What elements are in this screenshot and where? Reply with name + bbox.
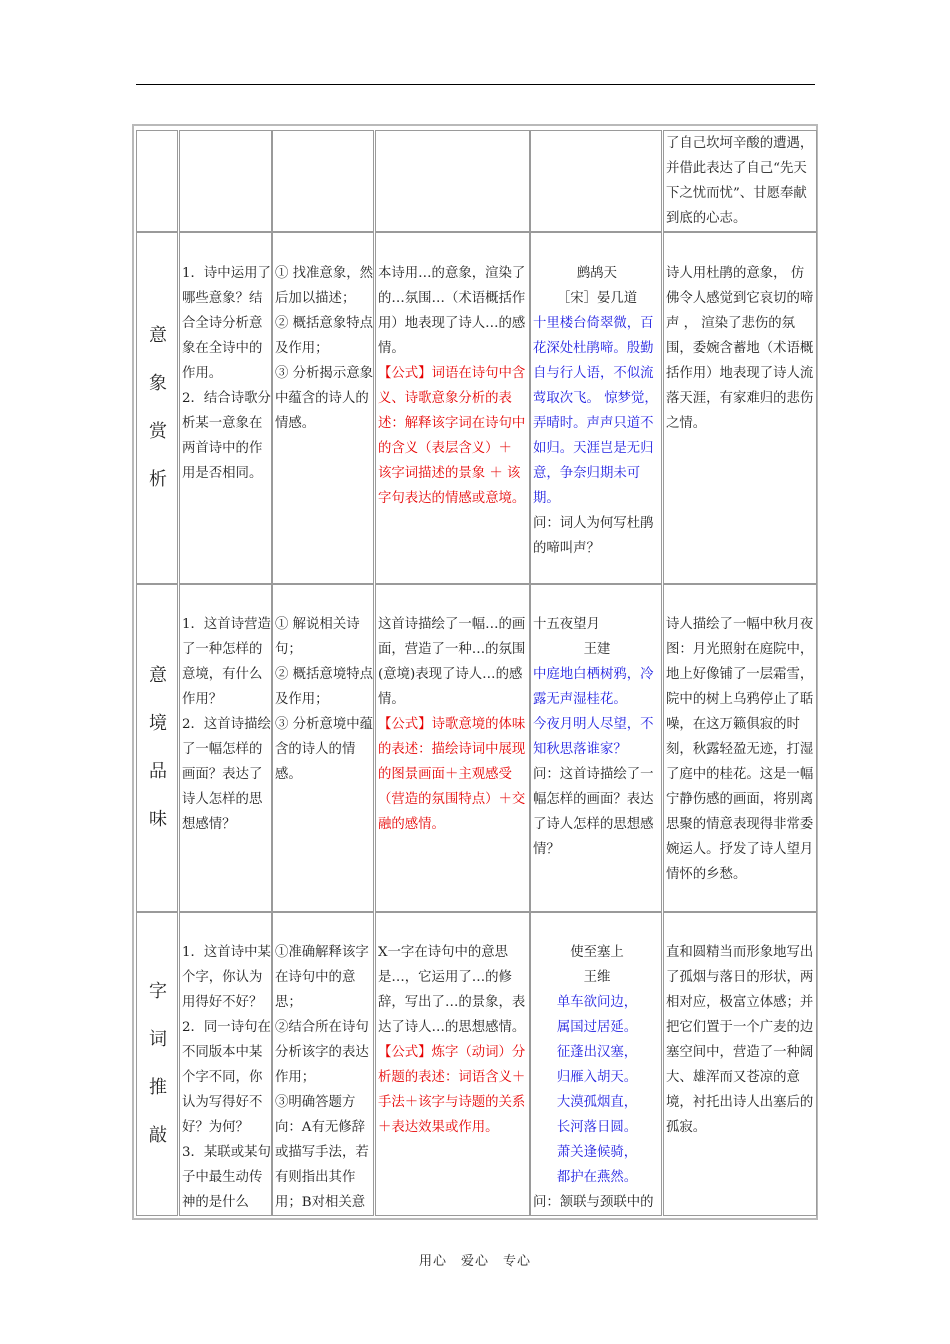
answer-text: 了自己坎坷辛酸的遭遇，并借此表达了自己“先天下之忧而忧”、甘愿奉献到底的心志。 bbox=[666, 136, 814, 226]
poem-line: 归雁入胡天。 bbox=[556, 1070, 638, 1085]
formula bbox=[378, 361, 529, 511]
poem-line: 属国过居延。 bbox=[556, 1020, 638, 1035]
answer-cell bbox=[663, 232, 817, 584]
poem-line: 大漠孤烟直， bbox=[556, 1095, 638, 1110]
question-item: 2．结合诗歌分析某一意象在两首诗中的作用是否相同。 bbox=[182, 391, 271, 481]
steps-cell bbox=[272, 130, 374, 232]
step-item: ③ 分析揭示意象中蕴含的诗人的情感。 bbox=[275, 366, 373, 431]
category-char: 析 bbox=[149, 469, 167, 490]
poem-line: 都护在燕然。 bbox=[556, 1170, 638, 1185]
template-cell bbox=[375, 232, 530, 584]
poem-line: 单车欲问边， bbox=[556, 995, 638, 1010]
poem-title: 十五夜望月 bbox=[533, 617, 600, 632]
answer-text: 诗人描绘了一幅中秋月夜图：月光照射在庭院中，地上好像铺了一层霜雪，院中的树上乌鸦停止了聒噪，在这万籁俱寂的时刻，秋露轻盈无迹，打湿了庭中的桂花。这是一幅宁静伤感的画面，将别离思聚的情意表现得非常委婉运人。抒发了诗人望月情怀的乡愁。 bbox=[666, 617, 814, 882]
category-word-choice bbox=[136, 912, 178, 1216]
question-item: 1．这首诗营造了一种怎样的意境，有什么作用？ bbox=[182, 617, 271, 707]
formula-tag: 【公式】 bbox=[378, 366, 432, 381]
category-char: 品 bbox=[149, 761, 167, 782]
example-question: 问：颔联与颈联中的 bbox=[533, 1195, 654, 1210]
poem-author: ［宋］晏几道 bbox=[556, 291, 638, 306]
step-item: ③明确答题方向：A有无修辞或描写手法，若有则指出其作用；B对相关意 bbox=[275, 1095, 369, 1210]
formula-text: 词语在诗句中含义、诗歌意象分析的表述：解释该字词在诗句中的含义（表层含义）＋ 该字词描述的景象 ＋ 该字句表达的情感或意境。 bbox=[378, 366, 526, 506]
poetry-method-table bbox=[132, 124, 818, 1220]
questions-cell bbox=[179, 584, 272, 912]
page-footer: 用心 爱心 专心 bbox=[418, 1254, 531, 1269]
steps-cell bbox=[272, 584, 374, 912]
example-question: 问：这首诗描绘了一幅怎样的画面？表达了诗人怎样的思想感情？ bbox=[533, 767, 654, 857]
poem-line: 萧关逢候骑， bbox=[556, 1145, 638, 1160]
answer-text: 诗人用杜鹃的意象， 仿佛令人感觉到它哀切的啼声 ， 渲染了悲伤的氛围，委婉含蓄地（术语概括作用）地表现了诗人流落天涯，有家难归的悲伤之情。 bbox=[666, 266, 814, 431]
step-item: ① 找准意象，然后加以描述； bbox=[275, 266, 373, 306]
category-char: 象 bbox=[149, 373, 167, 394]
question-item: 1．这首诗中某个字，你认为用得好不好？ bbox=[182, 945, 271, 1010]
example-cell bbox=[530, 130, 662, 232]
answer-cell bbox=[663, 912, 817, 1216]
step-item: ② 概括意象特点及作用； bbox=[275, 316, 373, 356]
answer-template: X一字在诗句中的意思是…，它运用了…的修辞，写出了…的景象，表达了诗人…的思想感情。 bbox=[378, 945, 526, 1035]
formula-tag: 【公式】 bbox=[378, 1045, 432, 1060]
step-item: ③ 分析意境中蕴含的诗人的情感。 bbox=[275, 717, 373, 782]
question-item: 1．诗中运用了哪些意象？结合全诗分析意象在全诗中的作用。 bbox=[182, 266, 271, 381]
template-cell bbox=[375, 584, 530, 912]
poem-line: 今夜月明人尽望，不知秋思落谁家？ bbox=[533, 717, 654, 757]
template-cell bbox=[375, 912, 530, 1216]
formula-text: 诗歌意境的体味的表述：描绘诗词中展现的图景画面＋主观感受（营造的氛围特点）＋交融的感情。 bbox=[378, 717, 526, 832]
example-cell bbox=[530, 912, 662, 1216]
category-char: 意 bbox=[149, 665, 167, 686]
steps-cell bbox=[272, 232, 374, 584]
answer-template: 本诗用…的意象，渲染了的…氛围…（术语概括作用）地表现了诗人…的感情。 bbox=[378, 266, 526, 356]
answer-text: 直和圆精当而形象地写出了孤烟与落日的形状，两相对应，极富立体感；并把它们置于一个广麦的边塞空间中，营造了一种阔大、雄浑而又苍凉的意境，衬托出诗人出塞后的孤寂。 bbox=[666, 945, 814, 1135]
category-char: 敲 bbox=[149, 1125, 167, 1146]
example-question: 问：词人为何写杜鹃的啼叫声？ bbox=[533, 516, 654, 556]
answer-cell bbox=[663, 130, 817, 232]
formula-tag: 【公式】 bbox=[378, 717, 432, 732]
example-cell bbox=[530, 232, 662, 584]
questions-cell bbox=[179, 130, 272, 232]
formula bbox=[378, 712, 529, 837]
poem-line: 长河落日圆。 bbox=[556, 1120, 638, 1135]
category-mood bbox=[136, 584, 178, 912]
step-item: ② 概括意境特点及作用； bbox=[275, 667, 373, 707]
category-char: 词 bbox=[149, 1029, 167, 1050]
poem-title: 鹧鸪天 bbox=[576, 266, 618, 281]
step-item: ①准确解释该字在诗句中的意思； bbox=[275, 945, 369, 1010]
poem-line: 征蓬出汉塞， bbox=[556, 1045, 638, 1060]
questions-cell bbox=[179, 232, 272, 584]
example-cell bbox=[530, 584, 662, 912]
poem-text: 十里楼台倚翠微，百花深处杜鹃啼。殷勤自与行人语，不似流莺取次飞。 惊梦觉，弄晴时。声声只道不如归。天涯岂是无归意，争奈归期未可期。 bbox=[533, 316, 658, 506]
answer-template: 这首诗描绘了一幅…的画面，营造了一种…的氛围(意境)表现了诗人…的感情。 bbox=[378, 617, 526, 707]
question-item: 2．这首诗描绘了一幅怎样的画面？表达了诗人怎样的思想感情？ bbox=[182, 717, 271, 832]
category-char: 推 bbox=[149, 1077, 167, 1098]
formula bbox=[378, 1040, 529, 1140]
poem-author: 王维 bbox=[583, 970, 611, 985]
poem-author: 王建 bbox=[583, 642, 611, 657]
question-item: 3．某联或某句子中最生动传神的是什么 bbox=[182, 1145, 271, 1210]
question-item: 2．同一诗句在不同版本中某个字不同，你认为写得好不好？为何？ bbox=[182, 1020, 271, 1135]
step-item: ②结合所在诗句分析该字的表达作用； bbox=[275, 1020, 369, 1085]
category-char: 境 bbox=[149, 713, 167, 734]
category-char: 味 bbox=[149, 809, 167, 830]
category-imagery bbox=[136, 232, 178, 584]
category-cell bbox=[136, 130, 178, 232]
category-char: 意 bbox=[149, 325, 167, 346]
header-rule bbox=[136, 84, 815, 85]
answer-cell bbox=[663, 584, 817, 912]
template-cell bbox=[375, 130, 530, 232]
steps-cell bbox=[272, 912, 374, 1216]
questions-cell bbox=[179, 912, 272, 1216]
category-char: 赏 bbox=[149, 421, 167, 442]
poem-line: 中庭地白栖树鸦，冷露无声湿桂花。 bbox=[533, 667, 654, 707]
category-char: 字 bbox=[149, 981, 167, 1002]
poem-title: 使至塞上 bbox=[570, 945, 624, 960]
formula-text: 炼字（动词）分析题的表述：词语含义＋手法＋该字与诗题的关系＋表达效果或作用。 bbox=[378, 1045, 526, 1135]
step-item: ① 解说相关诗句； bbox=[275, 617, 360, 657]
